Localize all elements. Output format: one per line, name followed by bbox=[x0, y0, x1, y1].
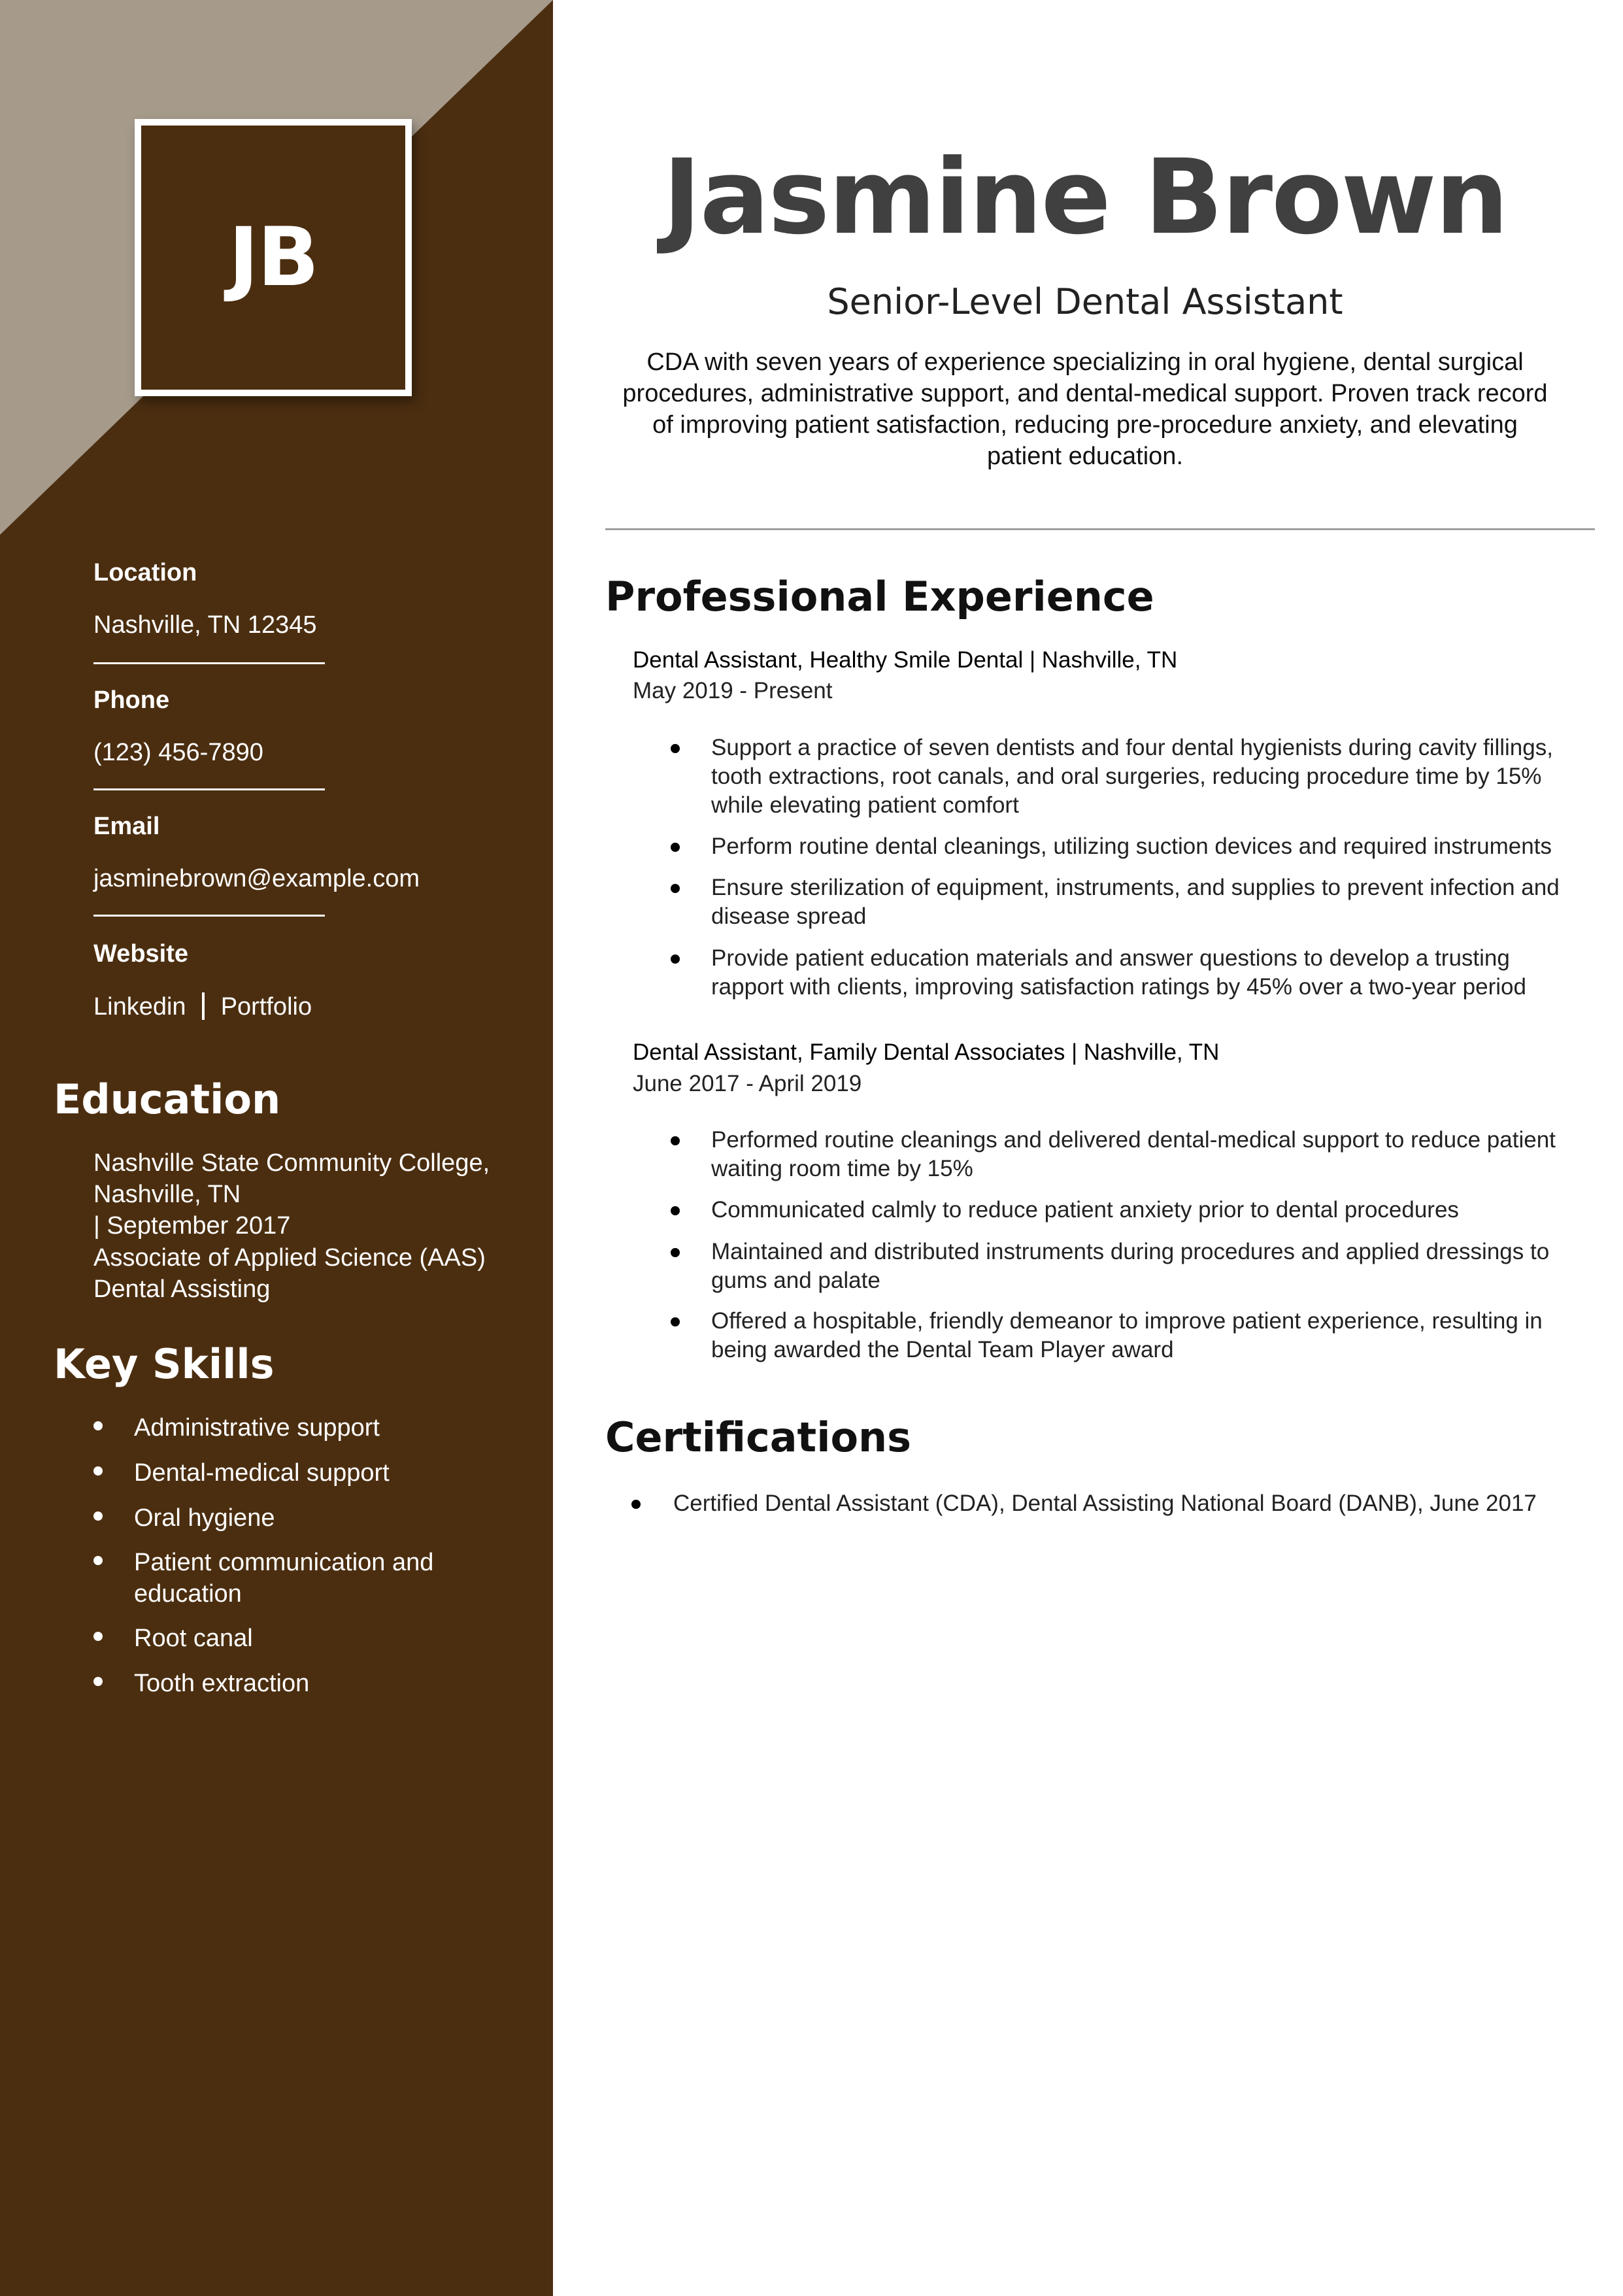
bullet-text: Support a practice of seven dentists and four dental hygienists during cavity fillings, tooth extractions, root canals, and oral surgeries, reducing procedure time by 15% while elevating patient comfort bbox=[711, 735, 1553, 818]
education-line: Nashville, TN bbox=[93, 1181, 241, 1208]
bullet-icon bbox=[631, 1500, 641, 1509]
education-line: Dental Assisting bbox=[93, 1275, 271, 1303]
job-dates: May 2019 - Present bbox=[633, 678, 833, 703]
bullet-icon bbox=[93, 1677, 103, 1686]
bullet-icon bbox=[93, 1421, 103, 1430]
bullet-icon bbox=[671, 1248, 680, 1257]
skill-text: Dental-medical support bbox=[134, 1459, 390, 1487]
professional-summary: CDA with seven years of experience specializing in oral hygiene, dental surgical procedures, administrative support, and dental-medical support. Proven track record of improving patient satisfaction, reducing pre-procedure anxiety, and elevating patient education. bbox=[622, 348, 1548, 470]
candidate-name: Jasmine Brown bbox=[662, 137, 1508, 258]
bullet-icon bbox=[671, 1136, 680, 1145]
link-separator bbox=[202, 992, 205, 1020]
skill-text: Patient communication and education bbox=[134, 1549, 434, 1608]
education-line: Nashville State Community College, bbox=[93, 1149, 490, 1177]
location-value: Nashville, TN 12345 bbox=[93, 611, 317, 639]
monogram-initials: JB bbox=[228, 211, 318, 305]
bullet-icon bbox=[671, 843, 680, 852]
bullet-text: Communicated calmly to reduce patient anxiety prior to dental procedures bbox=[711, 1197, 1459, 1223]
monogram-badge bbox=[135, 119, 412, 396]
bullet-icon bbox=[93, 1466, 103, 1476]
skill-text: Root canal bbox=[134, 1625, 253, 1652]
job-title-headline: Senior-Level Dental Assistant bbox=[827, 281, 1343, 322]
section-divider bbox=[605, 528, 1595, 530]
bullet-icon bbox=[671, 884, 680, 893]
education-line: | September 2017 bbox=[93, 1212, 291, 1240]
job-dates: June 2017 - April 2019 bbox=[633, 1071, 862, 1096]
phone-label: Phone bbox=[93, 686, 170, 714]
bullet-text: Ensure sterilization of equipment, instruments, and supplies to prevent infection and disease spread bbox=[711, 875, 1560, 929]
divider bbox=[93, 662, 325, 664]
education-line: Associate of Applied Science (AAS) bbox=[93, 1244, 486, 1272]
bullet-icon bbox=[93, 1511, 103, 1521]
certification-text: Certified Dental Assistant (CDA), Dental Assisting National Board (DANB), June 2017 bbox=[673, 1491, 1537, 1516]
skills-heading: Key Skills bbox=[54, 1340, 275, 1388]
email-value[interactable]: jasminebrown@example.com bbox=[93, 865, 420, 892]
certifications-heading: Certifications bbox=[605, 1413, 912, 1461]
bullet-icon bbox=[671, 954, 680, 964]
bullet-text: Performed routine cleanings and delivered dental-medical support to reduce patient waiting room time by 15% bbox=[711, 1127, 1556, 1181]
job-title: Dental Assistant, Family Dental Associates | Nashville, TN bbox=[633, 1039, 1220, 1065]
bullet-text: Provide patient education materials and answer questions to develop a trusting rapport with clients, improving satisfaction ratings by 45% over a two-year period bbox=[711, 945, 1526, 1000]
experience-heading: Professional Experience bbox=[605, 573, 1154, 620]
skill-text: Tooth extraction bbox=[134, 1670, 310, 1697]
education-heading: Education bbox=[54, 1075, 281, 1123]
linkedin-link[interactable]: Linkedin bbox=[93, 993, 186, 1021]
bullet-icon bbox=[671, 744, 680, 753]
bullet-text: Offered a hospitable, friendly demeanor to improve patient experience, resulting in being awarded the Dental Team Player award bbox=[711, 1308, 1543, 1362]
job-title: Dental Assistant, Healthy Smile Dental | Nashville, TN bbox=[633, 647, 1178, 673]
website-links bbox=[93, 992, 312, 1021]
bullet-text: Perform routine dental cleanings, utilizing suction devices and required instruments bbox=[711, 834, 1552, 859]
sidebar bbox=[0, 0, 553, 2296]
portfolio-link[interactable]: Portfolio bbox=[220, 993, 312, 1021]
email-label: Email bbox=[93, 813, 160, 840]
skill-text: Administrative support bbox=[134, 1414, 380, 1442]
phone-value: (123) 456-7890 bbox=[93, 739, 263, 766]
divider bbox=[93, 788, 325, 790]
location-label: Location bbox=[93, 559, 197, 586]
bullet-icon bbox=[93, 1556, 103, 1565]
bullet-text: Maintained and distributed instruments during procedures and applied dressings to gums and palate bbox=[711, 1239, 1550, 1293]
bullet-icon bbox=[671, 1317, 680, 1326]
bullet-icon bbox=[671, 1206, 680, 1215]
website-label: Website bbox=[93, 940, 189, 968]
divider bbox=[93, 915, 325, 917]
skill-text: Oral hygiene bbox=[134, 1504, 275, 1532]
bullet-icon bbox=[93, 1632, 103, 1641]
